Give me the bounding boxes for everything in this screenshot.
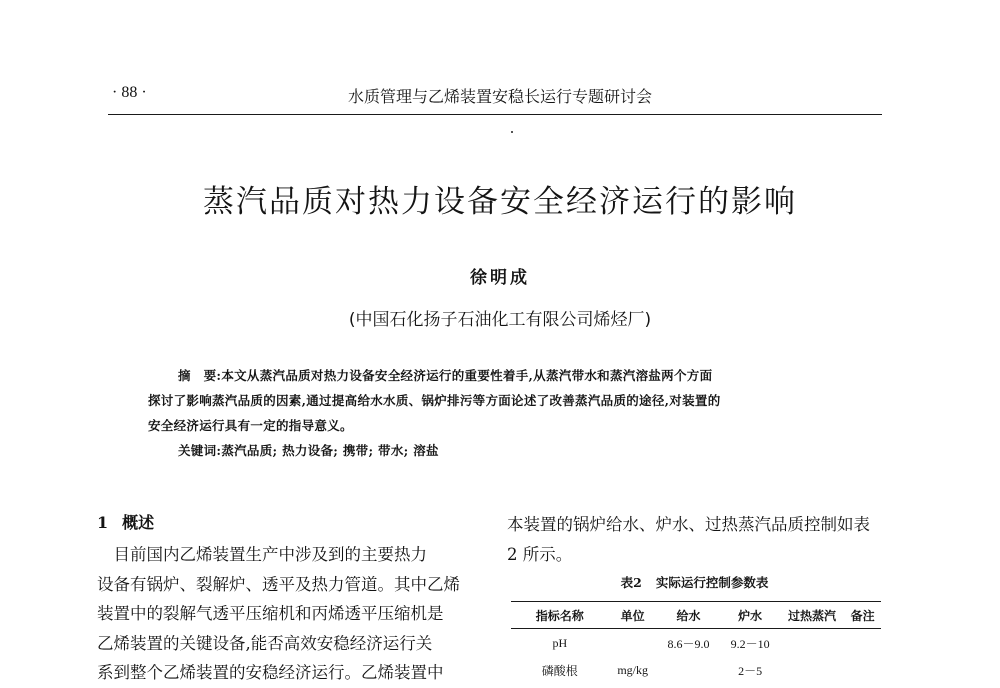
keywords-line [178,438,848,463]
body-line: 目前国内乙烯装置生产中涉及到的主要热力 [97,545,427,564]
cell-note [844,629,881,657]
section-heading [97,510,154,533]
article-title: 蒸汽品质对热力设备安全经济运行的影响 [203,184,797,220]
page-number: · 88 · [112,84,147,101]
cell-boiler-water: 9.2－10 [730,637,770,651]
abstract-line: 探讨了影响蒸汽品质的因素,通过提高给水水质、锅炉排污等方面论述了改善蒸汽品质的途径,对装置的 [148,393,721,408]
body-line: 系到整个乙烯装置的安稳经济运行。乙烯装置中 [97,663,444,682]
cell-superheated-steam [780,656,844,683]
cell-boiler-water: 2－5 [738,664,763,678]
cell-indicator-name: pH [552,636,568,650]
author-name: 徐明成 [470,268,530,288]
body-line: 设备有锅炉、裂解炉、透平及热力管道。其中乙烯 [97,574,460,594]
cell-indicator-name: 磷酸根 [541,664,578,678]
section-body [97,540,482,688]
abstract [148,363,848,463]
abstract-label: 摘 要: [178,368,222,383]
scan-speck [511,131,513,133]
table-caption [507,573,882,591]
header-unit: 单位 [609,602,657,629]
header-rule [108,114,882,115]
cell-feedwater: 8.6－9.0 [667,637,710,651]
abstract-line: 安全经济运行具有一定的指导意义。 [148,418,353,433]
body-line: 本装置的锅炉给水、炉水、过热蒸汽品质控制如表 [507,515,870,534]
author-affiliation: (中国石化扬子石油化工有限公司烯烃厂) [348,310,652,330]
header-boiler-water: 炉水 [720,602,780,629]
keywords-text: 蒸汽品质; 热力设备; 携带; 带水; 溶盐 [221,443,439,458]
header-note: 备注 [844,602,881,629]
section-number: 1 [97,513,109,532]
body-line: 2 所示。 [507,544,573,564]
header-feedwater: 给水 [657,602,721,629]
header-indicator-name: 指标名称 [511,602,609,629]
table-header-row [511,602,881,629]
abstract-text: 本文从蒸汽品质对热力设备安全经济运行的重要性着手,从蒸汽带水和蒸汽溶盐两个方面 [221,368,713,383]
header-superheated-steam: 过热蒸汽 [780,602,844,629]
journal-title: 水质管理与乙烯装置安稳长运行专题研讨会 [347,87,652,106]
right-column-text [507,510,892,569]
cell-unit [609,629,657,657]
cell-feedwater [657,656,721,683]
keywords-label: 关键词: [178,443,222,458]
parameter-table [511,601,881,683]
body-line: 乙烯装置的关键设备,能否高效安稳经济运行关 [97,633,433,653]
section-title: 概述 [122,513,155,532]
cell-unit: mg/kg [617,663,648,677]
table-row [511,629,881,657]
table-title: 实际运行控制参数表 [655,575,769,590]
table-number: 表2 [620,575,642,590]
body-line: 装置中的裂解气透平压缩机和丙烯透平压缩机是 [97,604,444,623]
abstract-line [148,363,848,388]
cell-superheated-steam [780,629,844,657]
table-row [511,656,881,683]
cell-note [844,656,881,683]
